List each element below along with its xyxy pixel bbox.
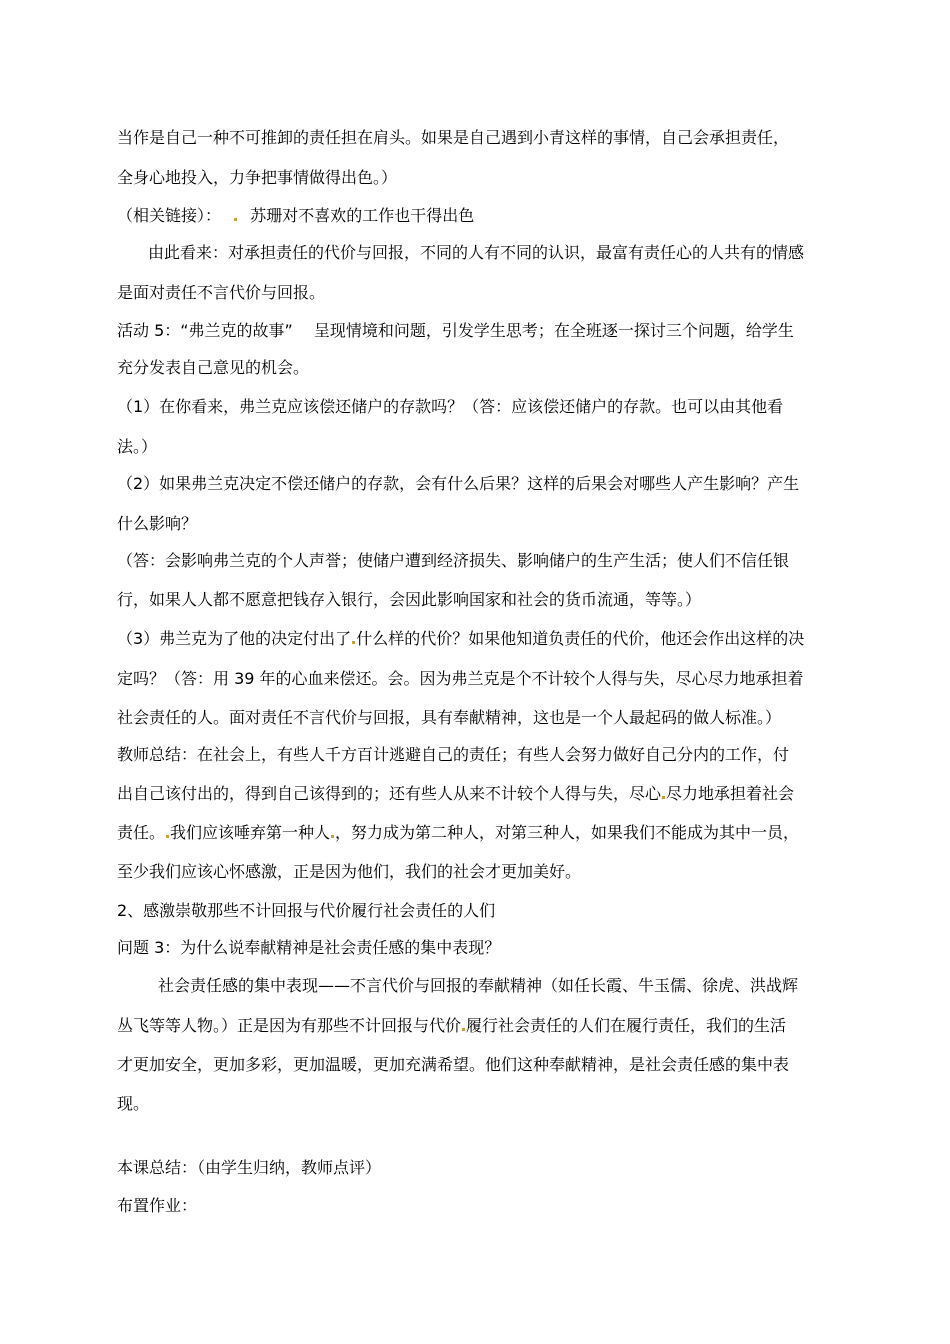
text-line: 现。 bbox=[117, 1094, 150, 1113]
text-line: 由此看来：对承担责任的代价与回报，不同的人有不同的认识，最富有责任心的人共有的情感 bbox=[148, 243, 805, 262]
text-line: 是面对责任不言代价与回报。 bbox=[117, 283, 326, 302]
marker-dot bbox=[331, 835, 334, 838]
text-line: 什么影响？ bbox=[117, 514, 198, 533]
marker-dot bbox=[234, 218, 237, 221]
question-3-heading: 问题 3：为什么说奉献精神是社会责任感的集中表现？ bbox=[117, 938, 501, 957]
text-line: 充分发表自己意见的机会。 bbox=[117, 358, 310, 377]
marker-dot bbox=[166, 835, 169, 838]
text-segment: 什么样的代价？如果他知道负责任的代价，他还会作出这样的决 bbox=[356, 629, 805, 648]
related-link-line bbox=[117, 206, 474, 226]
text-line: 法。） bbox=[117, 437, 158, 456]
marker-dot bbox=[462, 1028, 465, 1031]
related-link-title: 苏珊对不喜欢的工作也干得出色 bbox=[250, 206, 475, 225]
text-line bbox=[117, 1016, 786, 1036]
marker-dot bbox=[352, 641, 355, 644]
text-line: 定吗？（答：用 39 年的心血来偿还。会。因为弗兰克是个不计较个人得与失，尽心尽力地承担着 bbox=[117, 669, 804, 688]
text-line: 当作是自己一种不可推卸的责任担在肩头。如果是自己遇到小青这样的事情，自己会承担责任， bbox=[117, 128, 790, 147]
question-3 bbox=[117, 629, 804, 649]
text-line: 全身心地投入，力争把事情做得出色。） bbox=[117, 168, 398, 187]
teacher-summary: 教师总结：在社会上，有些人千方百计逃避自己的责任；有些人会努力做好自己分内的工作，付 bbox=[117, 745, 790, 764]
text-line: 至少我们应该心怀感激，正是因为他们，我们的社会才更加美好。 bbox=[117, 862, 582, 881]
marker-dot bbox=[662, 796, 665, 799]
answer-2: （答：会影响弗兰克的个人声誉；使储户遭到经济损失、影响储户的生产生活；使人们不信任银 bbox=[117, 551, 790, 570]
text-segment: 出自己该付出的，得到自己该得到的；还有些人从来不计较个人得与失，尽心 bbox=[117, 784, 662, 803]
text-line: 社会责任感的集中表现——不言代价与回报的奉献精神（如任长霞、牛玉儒、徐虎、洪战辉 bbox=[158, 976, 799, 995]
lesson-summary: 本课总结：（由学生归纳，教师点评） bbox=[117, 1158, 382, 1177]
text-line: 行，如果人人都不愿意把钱存入银行，会因此影响国家和社会的货币流通，等等。） bbox=[117, 590, 702, 609]
text-line bbox=[117, 823, 799, 843]
homework-heading: 布置作业： bbox=[117, 1196, 198, 1215]
text-segment: 责任。 bbox=[117, 823, 166, 842]
text-line: 才更加安全，更加多彩，更加温暖，更加充满希望。他们这种奉献精神，是社会责任感的集中表 bbox=[117, 1055, 790, 1074]
activity-heading: 活动 5：“弗兰克的故事” 呈现情境和问题，引发学生思考；在全班逐一探讨三个问题，给学生 bbox=[117, 321, 794, 340]
text-segment: 我们应该唾弃第一种人 bbox=[170, 823, 331, 842]
text-segment: 丛飞等等人物。）正是因为有那些不计回报与代价 bbox=[117, 1016, 462, 1035]
text-line: 社会责任的人。面对责任不言代价与回报，具有奉献精神，这也是一个人最起码的做人标准。） bbox=[117, 708, 782, 727]
text-segment: 尽力地承担着社会 bbox=[666, 784, 795, 803]
text-segment: （3）弗兰克为了他的决定付出了 bbox=[117, 629, 352, 648]
question-1: （1）在你看来，弗兰克应该偿还储户的存款吗？（答：应该偿还储户的存款。也可以由其他看 bbox=[117, 397, 784, 416]
section-heading: 2、感激崇敬那些不计回报与代价履行社会责任的人们 bbox=[117, 901, 496, 920]
text-line bbox=[117, 784, 794, 804]
text-segment: 履行社会责任的人们在履行责任，我们的生活 bbox=[466, 1016, 787, 1035]
text-segment: ，努力成为第二种人，对第三种人，如果我们不能成为其中一员， bbox=[335, 823, 800, 842]
question-2: （2）如果弗兰克决定不偿还储户的存款，会有什么后果？这样的后果会对哪些人产生影响？产生 bbox=[117, 474, 800, 493]
related-link-label: （相关链接）： bbox=[117, 206, 222, 225]
